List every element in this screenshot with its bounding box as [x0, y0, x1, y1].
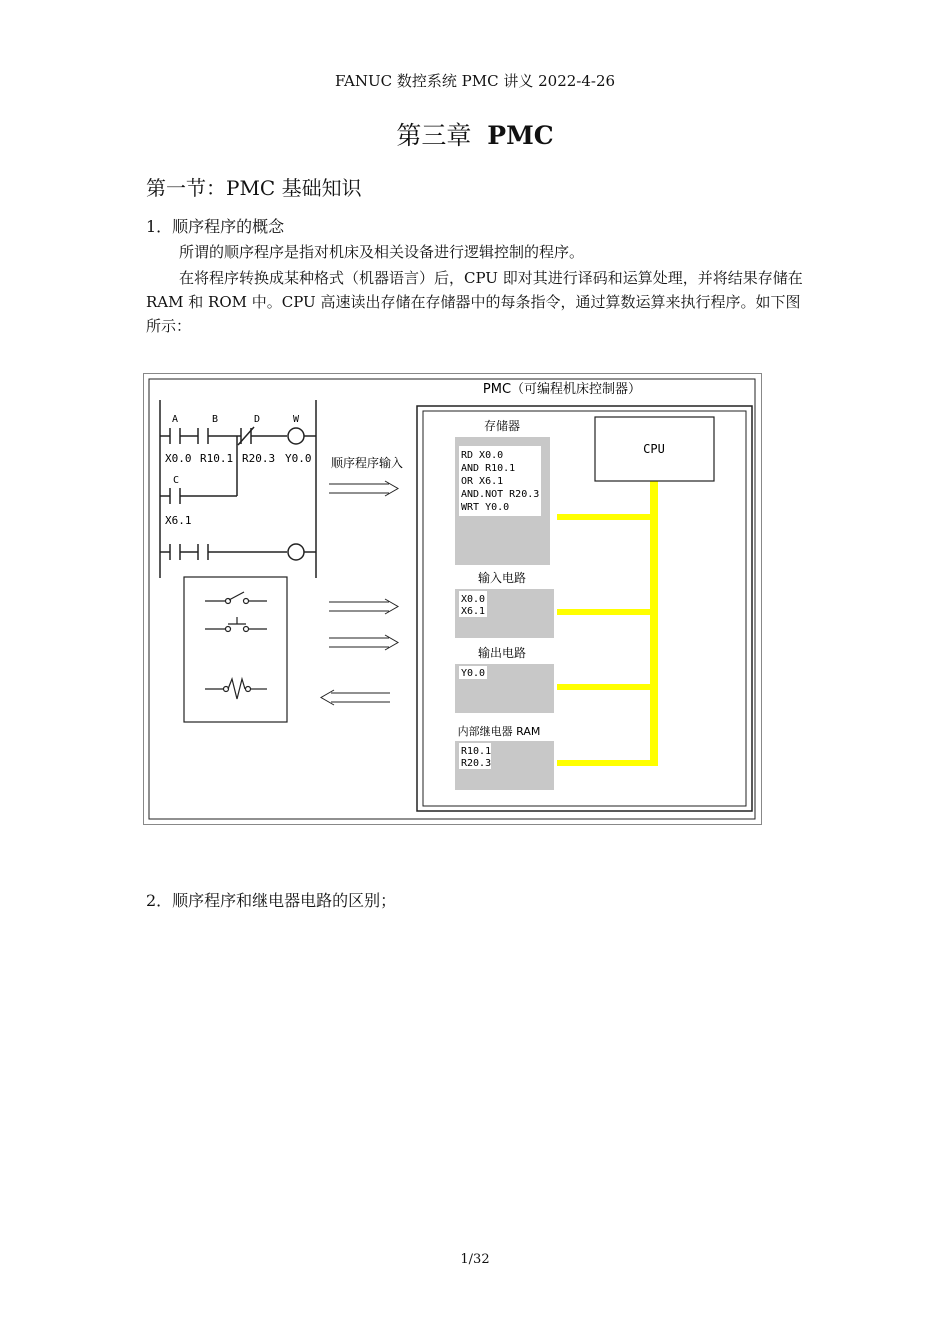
ladder-label-c: C	[173, 475, 180, 486]
ladder-address-r101: R10.1	[200, 452, 234, 465]
memory-line-3: OR X6.1	[461, 476, 504, 487]
subsection-title-2: 2．顺序程序和继电器电路的区别；	[146, 891, 397, 910]
memory-line-1: RD X0.0	[461, 450, 504, 461]
output-circuit-line-1: Y0.0	[461, 668, 486, 679]
page-number: 1/32	[460, 1252, 490, 1267]
input-circuit-label: 输入电路	[477, 571, 527, 585]
paragraph-2: 在将程序转换成某种格式（机器语言）后，CPU 即对其进行译码和运算处理，并将结果存储在 RAM 和 ROM 中。CPU 高速读出存储在存储器中的每条指令，通过算数运算来执行程序。如下图所示：	[146, 269, 803, 335]
ladder-label-b: B	[211, 414, 219, 425]
ladder-address-x00: X0.0	[165, 452, 192, 465]
chapter-title-cn: 第三章	[396, 121, 472, 150]
input-circuit-line-2: X6.1	[461, 606, 486, 617]
input-circuit-line-1: X0.0	[461, 594, 486, 605]
pmc-diagram	[143, 373, 763, 826]
ladder-label-w: W	[292, 414, 300, 425]
cpu-label: CPU	[643, 442, 665, 456]
relay-label: 内部继电器 RAM	[457, 725, 541, 738]
memory-label: 存储器	[483, 419, 521, 433]
memory-line-2: AND R10.1	[461, 463, 516, 474]
section-title: 第一节：PMC 基础知识	[146, 176, 362, 200]
subsection-title-1: 1．顺序程序的概念	[146, 217, 285, 236]
memory-line-5: WRT Y0.0	[461, 502, 510, 513]
ladder-label-d: D	[253, 414, 261, 425]
program-input-label: 顺序程序输入	[331, 456, 404, 470]
relay-line-1: R10.1	[461, 746, 492, 757]
ladder-address-x61: X6.1	[165, 514, 192, 527]
chapter-title-en: PMC	[487, 121, 554, 150]
pmc-title: PMC（可编程机床控制器）	[482, 382, 642, 397]
page-header: FANUC 数控系统 PMC 讲义 2022-4-26	[334, 72, 616, 90]
output-circuit-label: 输出电路	[477, 646, 527, 660]
paragraph-1: 所谓的顺序程序是指对机床及相关设备进行逻辑控制的程序。	[179, 243, 585, 261]
memory-line-4: AND.NOT R20.3	[461, 489, 540, 500]
ladder-address-y00: Y0.0	[285, 452, 312, 465]
switch-box	[184, 577, 287, 722]
relay-line-2: R20.3	[461, 758, 492, 769]
ladder-label-a: A	[171, 414, 179, 425]
chapter-title	[0, 116, 950, 152]
ladder-address-r203: R20.3	[242, 452, 276, 465]
